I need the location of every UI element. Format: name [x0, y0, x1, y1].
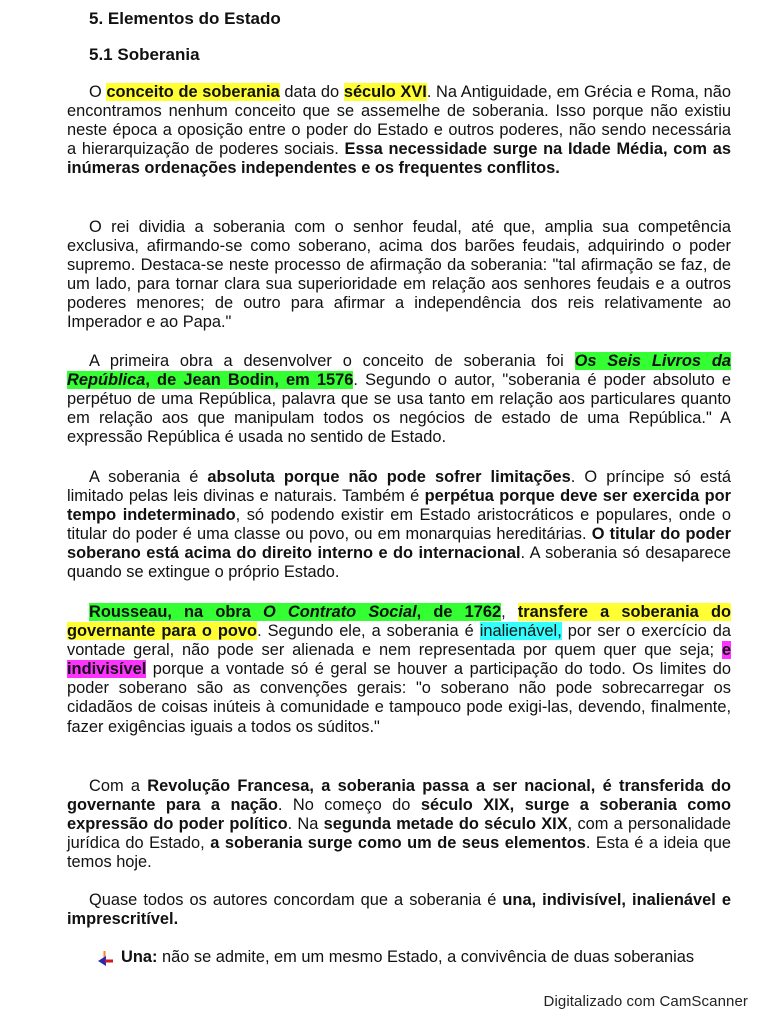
text-run: ,: [501, 603, 518, 621]
bold-run: a soberania surge como um de seus elementos: [210, 834, 586, 853]
bold-run: perpétua porque deve ser exercida por tempo indeterminado: [67, 487, 731, 525]
section-title: 5. Elementos do Estado: [89, 9, 281, 28]
highlight-seculo-xvi: século XVI: [343, 83, 427, 101]
paragraph-6: [67, 777, 731, 872]
bold-run: século XIX, surge a soberania como expressão do poder político: [67, 796, 731, 834]
text-run: . Na Antiguidade, em Grécia e Roma, não encontramos nenhum conceito que se assemelhe de soberania. Isso porque não existiu neste época a oposição entre o poder do Estado e outros poderes, não sendo necessária a hierarquização de poderes sociais.: [67, 83, 731, 159]
text-run: O: [89, 83, 107, 101]
text-run: Com a: [89, 777, 148, 795]
text-run: . Segundo ele, a soberania é: [257, 622, 480, 641]
text-run: A primeira obra a desenvolver o conceito de soberania foi: [89, 352, 575, 370]
text-run: data do: [279, 83, 344, 101]
text-run: . Na: [287, 815, 324, 834]
text-run: Quase todos os autores concordam que a soberania é: [89, 891, 503, 909]
text-run: Rousseau, na obra: [89, 603, 263, 621]
highlight-transfere-soberania: transfere a soberania do governante para o povo: [67, 603, 731, 641]
paragraph-3: [67, 352, 731, 447]
highlight-conceito-soberania: conceito de soberania: [106, 83, 280, 101]
text-run: . O príncipe só está limitado pelas leis divinas e naturais. Também é: [67, 468, 731, 506]
book-title: Os Seis Livros da República: [67, 352, 732, 390]
bold-run: absoluta porque não pode sofrer limitações: [207, 468, 571, 486]
bullet-text: não se admite, em um mesmo Estado, a convivência de duas soberanias: [157, 948, 695, 966]
text-run: , de 1762: [416, 603, 502, 621]
highlight-inalienavel: inalienável,: [479, 622, 562, 641]
text-run: O rei dividia a soberania com o senhor feudal, até que, amplia sua competência exclusiva, afirmando-se como soberano, acima dos barões feudais, adquirindo o poder supremo. Destaca-se neste processo de afirmação da soberania: "tal afirmação se faz, de um lado, para tornar clara sua superioridade em relação aos senhores feudais e a outros poderes menores; de outro para afirmar a independência dos reis relativamente ao Imperador e ao Papa.": [67, 218, 731, 332]
paragraph-1: [67, 83, 731, 178]
text-run: . A soberania só desaparece quando se extingue o próprio Estado.: [67, 544, 731, 582]
camscanner-watermark: Digitalizado com CamScanner: [543, 993, 748, 1010]
text-run: , só podendo existir em Estado aristocráticos e populares, onde o titular do poder é uma classe ou povo, ou em monarquias hereditárias.: [67, 506, 731, 544]
paragraph-2: [67, 218, 731, 333]
text-run: , com a personalidade jurídica do Estado,: [67, 815, 731, 853]
arrow-bullet-icon: [96, 949, 114, 969]
text-run: porque a vontade só é geral se houver a participação do todo. Os limites do poder soberano são as convenções gerais: "o soberano não pode sobrecarregar os cidadãos de coisas inúteis à comunidade e tampouco pode exigi-las, devendo, finalmente, fazer exigências iguais a todos os súditos.": [67, 660, 731, 736]
text-run: . Esta é a ideia que temos hoje.: [67, 834, 731, 872]
paragraph-4: [67, 468, 731, 583]
text-run: por ser o exercício da vontade geral, não pode ser alienada e nem representada por quem quer que seja;: [67, 622, 732, 660]
text-run: . No começo do: [277, 796, 421, 815]
bold-run: O titular do poder soberano está acima do direito interno e do internacional: [67, 525, 731, 563]
bold-run: Essa necessidade surge na Idade Média, com as inúmeras ordenações independentes e os frequentes conflitos.: [67, 140, 731, 178]
paragraph-7: [67, 891, 731, 929]
text-run: A soberania é: [89, 468, 208, 486]
highlight-rousseau: [89, 603, 501, 621]
subsection-title: 5.1 Soberania: [89, 45, 200, 64]
bold-run: segunda metade do século XIX: [323, 815, 568, 834]
book-title: O Contrato Social: [263, 603, 417, 621]
paragraph-5: [67, 603, 731, 737]
bold-run: una, indivisível, inalienável e imprescritível.: [67, 891, 731, 929]
text-run: . Segundo o autor, "soberania é poder absoluto e perpétuo de uma República, palavra que se usa tanto em relação aos particulares quanto em relação aos que manipulam todos os negócios de estado de uma República." A expressão República é usada no sentido de Estado.: [67, 371, 731, 447]
bold-run: Revolução Francesa, a soberania passa a ser nacional, é transferida do governante para a nação: [67, 777, 731, 815]
bodin-reference: , de Jean Bodin, em 1576: [145, 371, 354, 390]
bullet-term: Una:: [121, 948, 158, 966]
bullet-item-una: [121, 948, 731, 967]
highlight-indivisivel: e indivisível: [67, 641, 731, 679]
